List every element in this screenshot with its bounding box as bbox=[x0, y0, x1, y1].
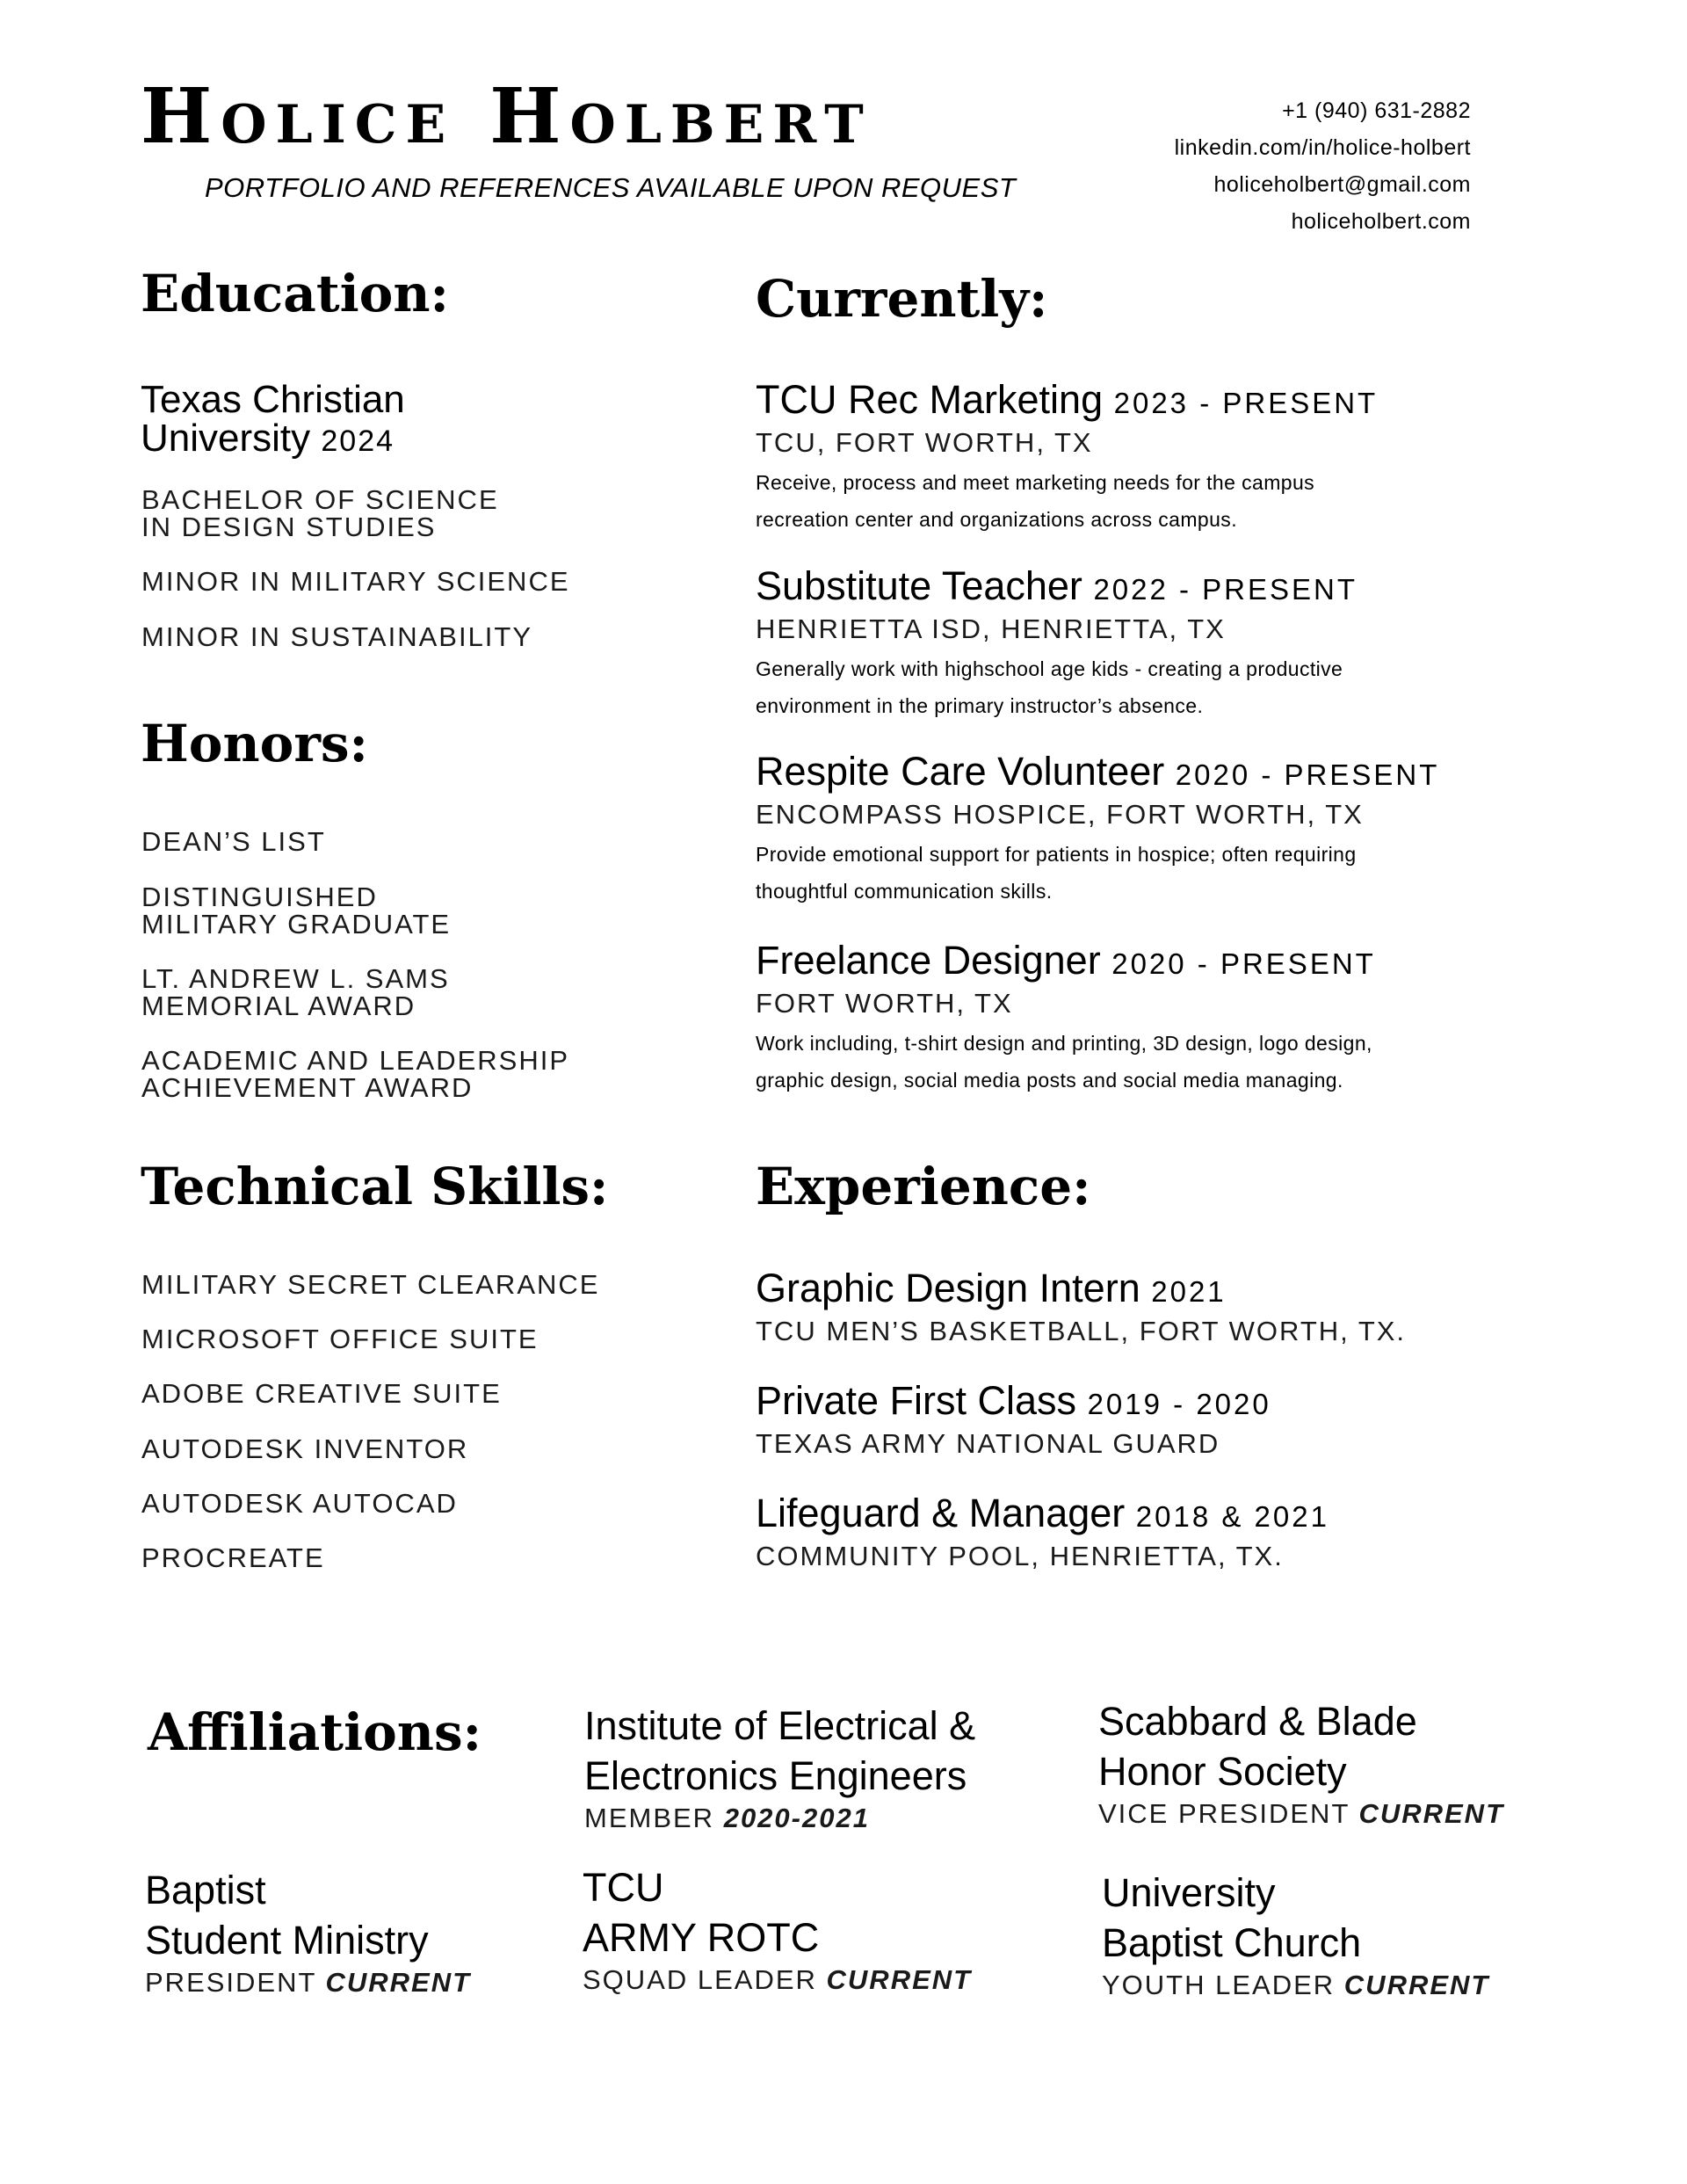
education-heading: Education: bbox=[141, 264, 449, 323]
job-title: TCU Rec Marketing bbox=[756, 377, 1104, 422]
job-dates: 2019 - 2020 bbox=[1087, 1388, 1271, 1420]
job-place: TEXAS ARMY NATIONAL GUARD bbox=[756, 1428, 1220, 1459]
affiliation-name: TCU ARMY ROTC bbox=[583, 1865, 820, 1960]
job-title: Substitute Teacher bbox=[756, 563, 1082, 608]
job-place: TCU, FORT WORTH, TX bbox=[756, 427, 1093, 458]
current-job bbox=[756, 564, 1529, 724]
linkedin-link[interactable]: linkedin.com/in/holice-holbert bbox=[1174, 135, 1471, 160]
job-description: Provide emotional support for patients in hospice; often requiring thoughtful communication skills. bbox=[756, 843, 1357, 903]
website-link[interactable]: holiceholbert.com bbox=[1291, 209, 1471, 234]
affiliation-name: University Baptist Church bbox=[1102, 1870, 1362, 1965]
email-link[interactable]: holiceholbert@gmail.com bbox=[1213, 172, 1471, 197]
affiliation-role: PRESIDENT CURRENT bbox=[145, 1967, 472, 1998]
currently-heading: Currently: bbox=[756, 269, 1048, 329]
job-title: Private First Class bbox=[756, 1378, 1077, 1423]
honor-item: DEAN’S LIST bbox=[141, 826, 326, 857]
job-dates: 2023 - PRESENT bbox=[1113, 387, 1379, 419]
affiliation-role: SQUAD LEADER CURRENT bbox=[583, 1964, 973, 1995]
affiliation-role: MEMBER 2020-2021 bbox=[584, 1803, 870, 1833]
job-dates: 2020 - PRESENT bbox=[1175, 758, 1440, 791]
job-dates: 2022 - PRESENT bbox=[1093, 573, 1358, 606]
minor-item: MINOR IN MILITARY SCIENCE bbox=[141, 566, 570, 597]
current-job bbox=[756, 378, 1529, 538]
skill-item: PROCREATE bbox=[141, 1542, 325, 1573]
job-description: Generally work with highschool age kids - creating a productive environment in the primary instructor’s absence. bbox=[756, 657, 1343, 717]
skill-item: ADOBE CREATIVE SUITE bbox=[141, 1378, 502, 1409]
job-title: Respite Care Volunteer bbox=[756, 749, 1165, 794]
honor-item: DISTINGUISHED MILITARY GRADUATE bbox=[141, 882, 452, 940]
job-description: Work including, t-shirt design and printing, 3D design, logo design, graphic design, social media posts and social media managing. bbox=[756, 1032, 1372, 1092]
affiliation-item bbox=[1102, 1868, 1489, 2001]
affiliation-item bbox=[584, 1701, 975, 1834]
honors-heading: Honors: bbox=[141, 714, 368, 773]
job-title: Lifeguard & Manager bbox=[756, 1491, 1126, 1535]
affiliation-name: Institute of Electrical & Electronics Engineers bbox=[584, 1703, 976, 1798]
job-dates: 2021 bbox=[1151, 1275, 1227, 1308]
skill-item: AUTODESK AUTOCAD bbox=[141, 1488, 458, 1519]
current-job bbox=[756, 939, 1529, 1099]
job-description: Receive, process and meet marketing needs for the campus recreation center and organizations across campus. bbox=[756, 471, 1315, 531]
job-place: COMMUNITY POOL, HENRIETTA, TX. bbox=[756, 1541, 1284, 1571]
job-title: Freelance Designer bbox=[756, 938, 1101, 983]
experience-job bbox=[756, 1379, 1529, 1460]
affiliation-role: YOUTH LEADER CURRENT bbox=[1102, 1970, 1490, 2000]
affiliation-role: VICE PRESIDENT CURRENT bbox=[1098, 1798, 1505, 1829]
contact-block bbox=[1175, 92, 1471, 240]
job-place: ENCOMPASS HOSPICE, FORT WORTH, TX bbox=[756, 799, 1364, 830]
job-place: FORT WORTH, TX bbox=[756, 988, 1013, 1019]
job-place: TCU MEN’S BASKETBALL, FORT WORTH, TX. bbox=[756, 1316, 1407, 1346]
job-dates: 2020 - PRESENT bbox=[1111, 947, 1376, 980]
affiliation-item bbox=[583, 1862, 972, 1996]
affiliation-name: Baptist Student Ministry bbox=[145, 1868, 429, 1963]
phone-number[interactable]: +1 (940) 631-2882 bbox=[1282, 98, 1471, 123]
tagline: PORTFOLIO AND REFERENCES AVAILABLE UPON REQUEST bbox=[205, 172, 1017, 203]
skill-item: MICROSOFT OFFICE SUITE bbox=[141, 1324, 539, 1354]
affiliation-item bbox=[145, 1865, 471, 1999]
resume-name: Holice Holbert bbox=[141, 72, 872, 161]
skill-item: MILITARY SECRET CLEARANCE bbox=[141, 1269, 600, 1300]
current-job bbox=[756, 750, 1529, 910]
graduation-year: 2024 bbox=[321, 424, 395, 458]
experience-job bbox=[756, 1266, 1529, 1347]
affiliation-name: Scabbard & Blade Honor Society bbox=[1098, 1699, 1417, 1794]
affiliations-heading: Affiliations: bbox=[148, 1702, 482, 1762]
affiliation-item bbox=[1098, 1696, 1504, 1830]
minor-item: MINOR IN SUSTAINABILITY bbox=[141, 621, 533, 652]
experience-job bbox=[756, 1491, 1529, 1572]
honor-item: ACADEMIC AND LEADERSHIP ACHIEVEMENT AWARD bbox=[141, 1045, 569, 1103]
education-school bbox=[141, 378, 405, 461]
job-place: HENRIETTA ISD, HENRIETTA, TX bbox=[756, 613, 1226, 644]
degree: BACHELOR OF SCIENCE IN DESIGN STUDIES bbox=[141, 484, 499, 542]
job-title: Graphic Design Intern bbox=[756, 1266, 1140, 1310]
school-name-line1: Texas Christian bbox=[141, 378, 405, 421]
honor-item: LT. ANDREW L. SAMS MEMORIAL AWARD bbox=[141, 963, 450, 1021]
school-name-line2: University bbox=[141, 417, 311, 460]
experience-heading: Experience: bbox=[756, 1157, 1091, 1216]
job-dates: 2018 & 2021 bbox=[1135, 1500, 1329, 1533]
skills-heading: Technical Skills: bbox=[141, 1157, 609, 1216]
skill-item: AUTODESK INVENTOR bbox=[141, 1433, 469, 1464]
